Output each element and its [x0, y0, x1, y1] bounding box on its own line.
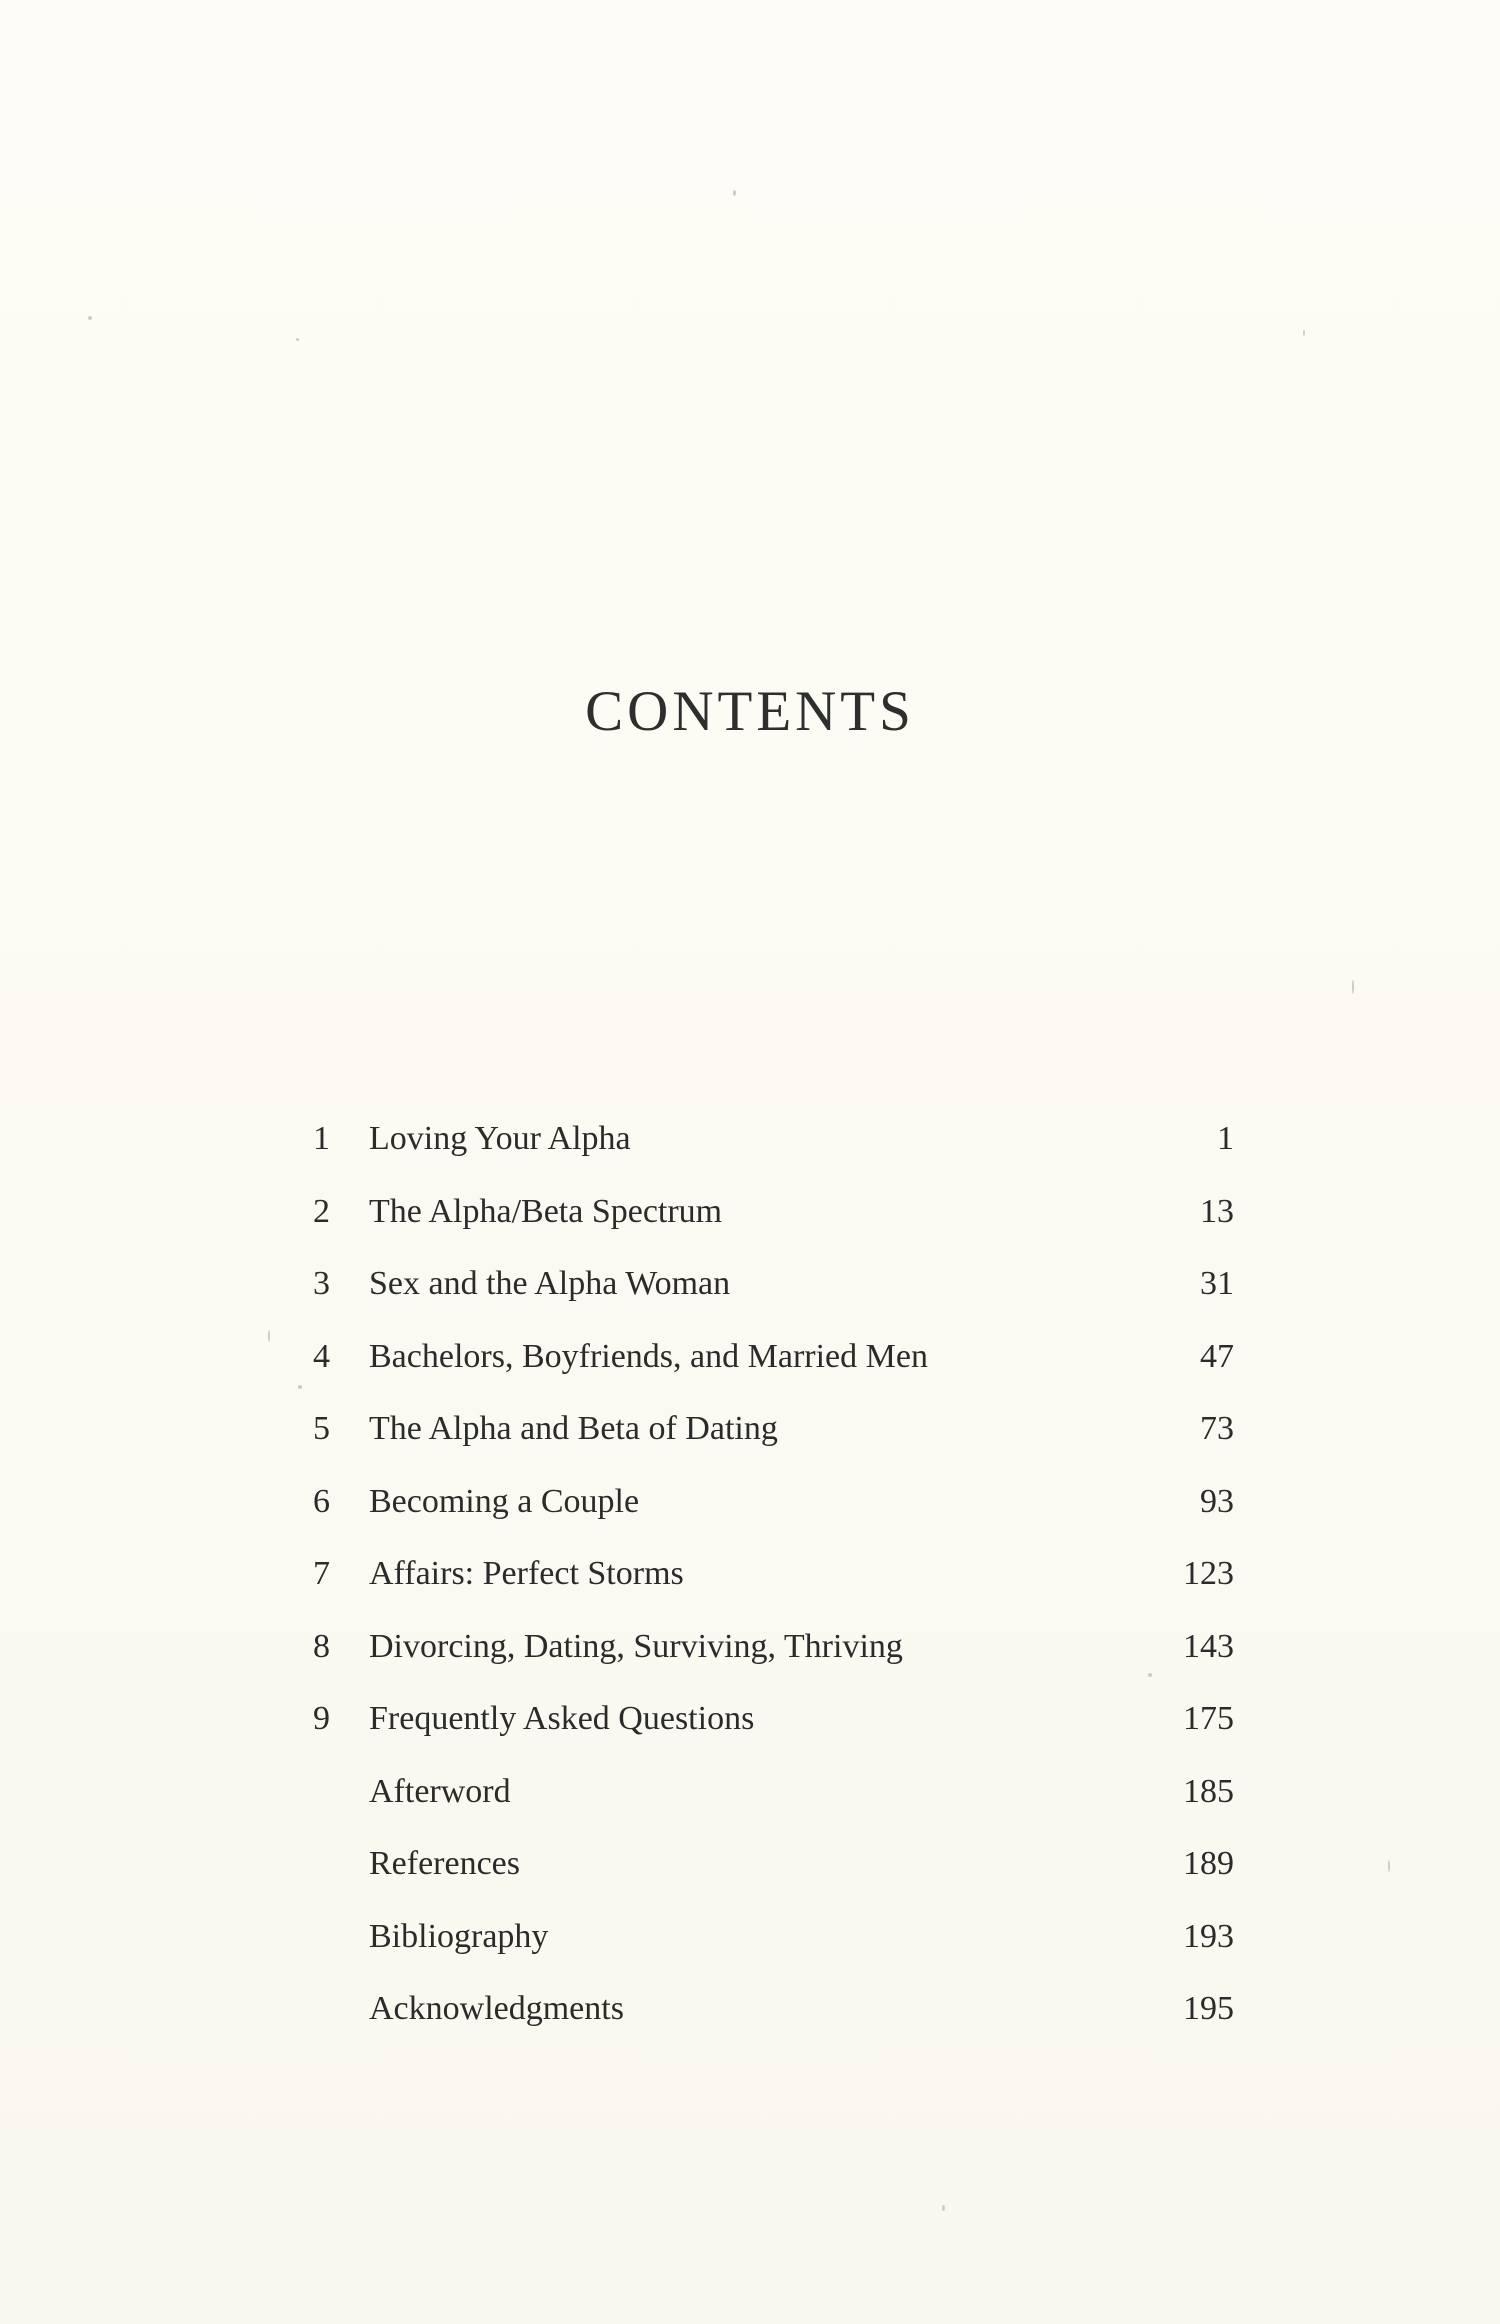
scan-speck [733, 190, 736, 196]
toc-entry[interactable] [0, 1989, 1500, 2062]
toc-entry[interactable] [0, 1192, 1500, 1265]
toc-entry[interactable] [0, 1772, 1500, 1845]
scan-speck [296, 338, 299, 341]
page-number: 93 [1200, 1482, 1234, 1520]
scan-speck [1352, 980, 1354, 994]
toc-entry[interactable] [0, 1844, 1500, 1917]
chapter-title: Divorcing, Dating, Surviving, Thriving [369, 1627, 903, 1665]
toc-entry[interactable] [0, 1337, 1500, 1410]
scan-speck [942, 2205, 945, 2211]
page-number: 47 [1200, 1337, 1234, 1375]
chapter-number: 4 [313, 1337, 330, 1375]
chapter-number: 8 [313, 1627, 330, 1665]
chapter-title: Bachelors, Boyfriends, and Married Men [369, 1337, 928, 1375]
toc-entry[interactable] [0, 1917, 1500, 1990]
chapter-title: Becoming a Couple [369, 1482, 640, 1520]
chapter-number: 2 [313, 1192, 330, 1230]
chapter-number: 9 [313, 1700, 330, 1737]
toc-entry[interactable] [0, 1119, 1500, 1192]
toc-entry[interactable] [0, 1264, 1500, 1337]
page-number: 1 [1217, 1120, 1234, 1157]
page-title: CONTENTS [585, 680, 915, 743]
page-number: 195 [1183, 1990, 1234, 2027]
chapter-title: Sex and the Alpha Woman [369, 1265, 731, 1302]
page-number: 193 [1183, 1917, 1234, 1955]
page-number: 73 [1200, 1410, 1234, 1447]
chapter-number: 1 [313, 1120, 330, 1157]
page-number: 123 [1183, 1555, 1234, 1592]
table-of-contents [0, 1119, 1500, 2062]
chapter-number: 3 [313, 1265, 330, 1302]
chapter-title: The Alpha and Beta of Dating [369, 1410, 778, 1447]
chapter-title: Afterword [369, 1772, 511, 1810]
chapter-title: Bibliography [369, 1917, 549, 1955]
chapter-number: 7 [313, 1555, 330, 1592]
chapter-number: 5 [313, 1410, 330, 1447]
chapter-title: Acknowledgments [369, 1990, 624, 2027]
chapter-title: The Alpha/Beta Spectrum [369, 1192, 723, 1230]
page-number: 189 [1183, 1845, 1234, 1882]
chapter-title: Loving Your Alpha [369, 1120, 631, 1157]
chapter-title: References [369, 1845, 521, 1882]
page-number: 31 [1200, 1265, 1234, 1302]
chapter-title: Frequently Asked Questions [369, 1700, 755, 1737]
scan-speck [88, 316, 92, 320]
toc-entry[interactable] [0, 1409, 1500, 1482]
page-number: 13 [1200, 1192, 1234, 1230]
page-number: 175 [1183, 1700, 1234, 1737]
toc-entry[interactable] [0, 1482, 1500, 1555]
chapter-number: 6 [313, 1482, 330, 1520]
toc-entry[interactable] [0, 1627, 1500, 1700]
toc-entry[interactable] [0, 1699, 1500, 1772]
page-number: 185 [1183, 1772, 1234, 1810]
scan-speck [1303, 330, 1305, 336]
toc-entry[interactable] [0, 1554, 1500, 1627]
chapter-title: Affairs: Perfect Storms [369, 1555, 684, 1592]
page-number: 143 [1183, 1627, 1234, 1665]
